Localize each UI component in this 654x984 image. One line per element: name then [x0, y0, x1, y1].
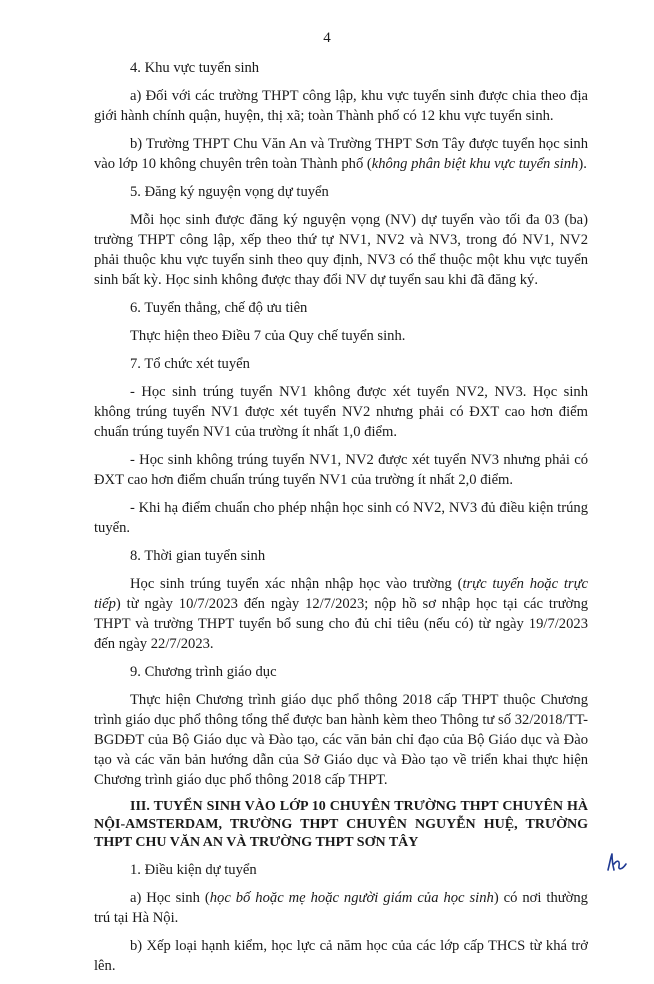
tg-end: ) từ ngày 10/7/2023 đến ngày 12/7/2023; nộp hồ sơ nhập học tại các trường THPT và trường THPT tuyển bổ sung cho đủ chỉ tiêu (nếu có) từ ngày 19/7/2023 đến ngày 22/7/2023.	[94, 596, 588, 652]
page-number: 4	[323, 30, 331, 46]
paragraph-xt-2: - Học sinh không trúng tuyển NV1, NV2 được xét tuyển NV3 nhưng phải có ĐXT cao hơn điểm chuẩn trúng tuyển NV1 của trường ít nhất 2,0 điểm.	[94, 452, 588, 488]
paragraph-dk-a	[94, 888, 588, 928]
paragraph-kv-a: a) Đối với các trường THPT công lập, khu vực tuyển sinh được chia theo địa giới hành chính quận, huyện, thị xã; toàn Thành phố có 12 khu vực tuyển sinh.	[94, 88, 588, 124]
kv-b-end: ).	[578, 156, 587, 172]
heading-xet-tuyen: 7. Tổ chức xét tuyển	[130, 356, 250, 372]
paragraph-tuyen-thang: Thực hiện theo Điều 7 của Quy chế tuyển sinh.	[130, 328, 406, 344]
heading-thoi-gian: 8. Thời gian tuyển sinh	[130, 548, 266, 564]
paragraph-dk-b: b) Xếp loại hạnh kiểm, học lực cả năm học của các lớp cấp THCS từ khá trở lên.	[94, 938, 588, 974]
dk-a-text: a) Học sinh (	[130, 890, 210, 906]
paragraph-xt-1: - Học sinh trúng tuyển NV1 không được xét tuyển NV2, NV3. Học sinh không trúng tuyển NV1 được xét tuyển NV2 nhưng phải có ĐXT cao hơn điểm chuẩn trúng tuyển NV1 của trường ít nhất 1,0 điểm.	[94, 384, 588, 440]
paragraph-dang-ky: Mỗi học sinh được đăng ký nguyện vọng (NV) dự tuyển vào tối đa 03 (ba) trường THPT công lập, xếp theo thứ tự NV1, NV2 và NV3, trong đó NV1, NV2 phải thuộc khu vực tuyển sinh theo quy định, NV3 có thể thuộc một khu vực tuyển sinh bất kỳ. Học sinh không được thay đổi NV dự tuyển sau khi đã đăng ký.	[94, 212, 588, 288]
document-body	[94, 58, 588, 984]
tg-italic: trực tuyến hoặc trực tiếp	[94, 576, 588, 612]
kv-b-text: b) Trường THPT Chu Văn An và Trường THPT Sơn Tây được tuyển học sinh vào lớp 10 không chuyên trên toàn Thành phố (	[94, 136, 588, 172]
dk-a-italic: học bố hoặc mẹ hoặc người giám của học sinh	[209, 890, 494, 906]
paragraph-kv-b	[94, 134, 588, 174]
heading-chuong-trinh: 9. Chương trình giáo dục	[130, 664, 277, 680]
heading-dang-ky: 5. Đăng ký nguyện vọng dự tuyển	[130, 184, 329, 200]
tg-text: Học sinh trúng tuyển xác nhận nhập học vào trường (	[130, 576, 463, 592]
paragraph-xt-3: - Khi hạ điểm chuẩn cho phép nhận học sinh có NV2, NV3 đủ điều kiện trúng tuyển.	[94, 500, 588, 536]
heading-tuyen-thang: 6. Tuyển thẳng, chế độ ưu tiên	[130, 300, 308, 316]
kv-b-italic: không phân biệt khu vực tuyển sinh	[371, 156, 579, 172]
section-heading-iii: III. TUYỂN SINH VÀO LỚP 10 CHUYÊN TRƯỜNG THPT CHUYÊN HÀ NỘI-AMSTERDAM, TRƯỜNG THPT CHUYÊN NGUYỄN HUỆ, TRƯỜNG THPT CHU VĂN AN VÀ TRƯỜNG THPT SƠN TÂY	[94, 799, 588, 850]
paragraph-thoi-gian	[94, 574, 588, 654]
initials-signature	[604, 850, 630, 876]
heading-dieu-kien: 1. Điều kiện dự tuyển	[130, 862, 257, 878]
dk-a-end: ) có nơi thường trú tại Hà Nội.	[94, 890, 588, 926]
heading-khu-vuc: 4. Khu vực tuyển sinh	[130, 60, 260, 76]
paragraph-chuong-trinh: Thực hiện Chương trình giáo dục phổ thông 2018 cấp THPT thuộc Chương trình giáo dục phổ thông tổng thể được ban hành kèm theo Thông tư số 32/2018/TT-BGDĐT của Bộ Giáo dục và Đào tạo, các văn bản chỉ đạo của Bộ Giáo dục và Đào tạo và các văn bản hướng dẫn của Sở Giáo dục và Đào tạo về triển khai thực hiện Chương trình giáo dục phổ thông 2018 cấp THPT.	[94, 692, 588, 788]
